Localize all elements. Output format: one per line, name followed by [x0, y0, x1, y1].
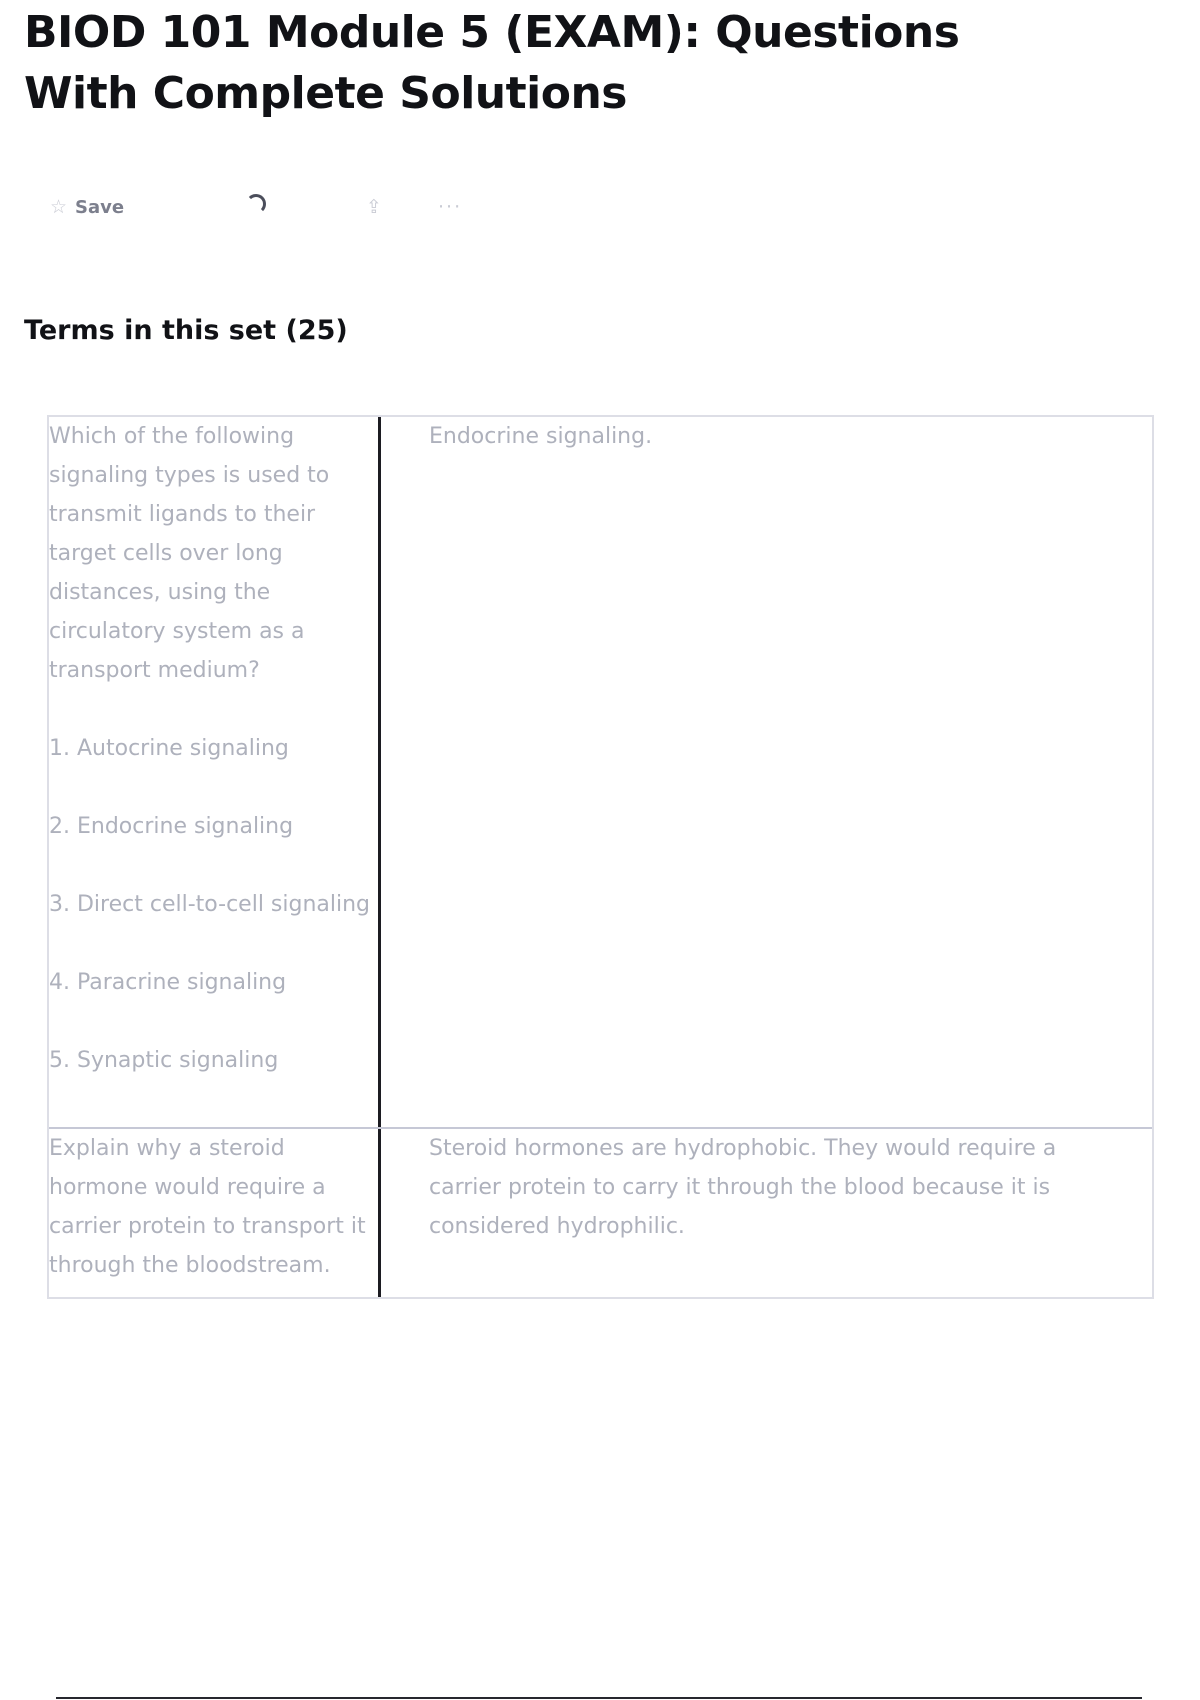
save-label: Save: [75, 196, 125, 218]
toolbar: [50, 188, 510, 226]
more-icon: ···: [438, 196, 463, 218]
question-text: Explain why a steroid hormone would require a carrier protein to transport it through the bloodstream.: [49, 1136, 366, 1278]
share-icon: ⇪: [366, 196, 382, 218]
answer-option: 1. Autocrine signaling: [49, 736, 289, 761]
term-row: [49, 1127, 1152, 1297]
term-row: [49, 417, 1152, 1127]
terms-list: [47, 415, 1154, 1299]
term-question: [49, 1129, 381, 1297]
loading-spinner-icon: [246, 194, 266, 214]
terms-heading: Terms in this set (25): [24, 315, 348, 346]
footer-divider: [56, 1697, 1142, 1699]
more-options-button[interactable]: [438, 188, 462, 226]
page-title: BIOD 101 Module 5 (EXAM): Questions With Complete Solutions: [24, 7, 960, 119]
star-icon: ☆: [50, 196, 68, 218]
term-question: [49, 417, 381, 1127]
term-answer: Steroid hormones are hydrophobic. They would require a carrier protein to carry it through the blood because it is considered hydrophilic.: [429, 1136, 1057, 1239]
share-button[interactable]: [366, 188, 382, 226]
answer-option: 5. Synaptic signaling: [49, 1048, 279, 1073]
save-button[interactable]: [50, 188, 124, 226]
answer-option: 2. Endocrine signaling: [49, 814, 294, 839]
answer-option: 4. Paracrine signaling: [49, 970, 287, 995]
question-text: Which of the following signaling types is used to transmit ligands to their target cells over long distances, using the circulatory system as a transport medium?: [49, 424, 330, 683]
term-answer: Endocrine signaling.: [429, 424, 653, 449]
answer-option: 3. Direct cell-to-cell signaling: [49, 892, 371, 917]
